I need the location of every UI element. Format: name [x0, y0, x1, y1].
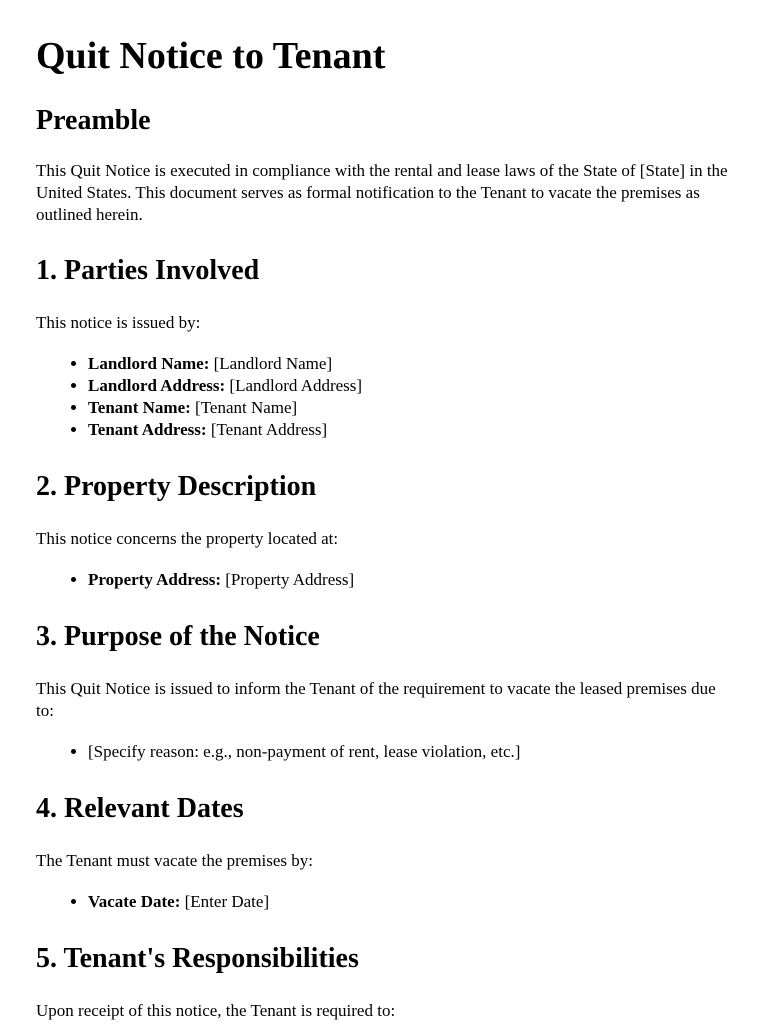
field-label: Tenant Name:	[88, 398, 191, 417]
field-value: [Property Address]	[221, 570, 355, 589]
field-value: [Landlord Name]	[209, 354, 333, 373]
section-intro-responsibilities: Upon receipt of this notice, the Tenant is required to:	[36, 1001, 396, 1020]
document-title: Quit Notice to Tenant	[36, 35, 386, 77]
preamble-heading: Preamble	[36, 105, 151, 136]
field-label: Property Address:	[88, 570, 222, 589]
section-heading-property: 2. Property Description	[36, 471, 317, 502]
field-value: [Enter Date]	[180, 892, 270, 911]
property-list	[36, 569, 734, 591]
section-heading-purpose: 3. Purpose of the Notice	[36, 621, 320, 652]
field-value: [Tenant Address]	[206, 420, 328, 439]
field-label: Tenant Address:	[88, 420, 207, 439]
section-intro-parties: This notice is issued by:	[36, 313, 201, 332]
list-item	[88, 741, 734, 763]
list-item	[88, 353, 734, 375]
section-heading-parties: 1. Parties Involved	[36, 255, 260, 286]
section-heading-dates: 4. Relevant Dates	[36, 793, 244, 824]
field-value: [Tenant Name]	[190, 398, 298, 417]
section-intro-dates: The Tenant must vacate the premises by:	[36, 851, 314, 870]
list-item	[88, 419, 734, 441]
field-label: Vacate Date:	[88, 892, 181, 911]
section-intro-purpose: This Quit Notice is issued to inform the Tenant of the requirement to vacate the leased premises due to:	[36, 679, 716, 720]
list-item	[88, 569, 734, 591]
list-item	[88, 891, 734, 913]
preamble-text: This Quit Notice is executed in compliance with the rental and lease laws of the State of [State] in the United States. This document serves as formal notification to the Tenant to vacate the premises as outlined herein.	[36, 161, 728, 224]
field-label: Landlord Name:	[88, 354, 210, 373]
field-label: Landlord Address:	[88, 376, 226, 395]
section-heading-responsibilities: 5. Tenant's Responsibilities	[36, 943, 359, 974]
list-item	[88, 375, 734, 397]
purpose-list	[36, 741, 734, 763]
section-intro-property: This notice concerns the property located at:	[36, 529, 339, 548]
parties-list	[36, 353, 734, 441]
list-item	[88, 397, 734, 419]
dates-list	[36, 891, 734, 913]
field-value: [Specify reason: e.g., non-payment of rent, lease violation, etc.]	[88, 742, 521, 761]
field-value: [Landlord Address]	[225, 376, 363, 395]
